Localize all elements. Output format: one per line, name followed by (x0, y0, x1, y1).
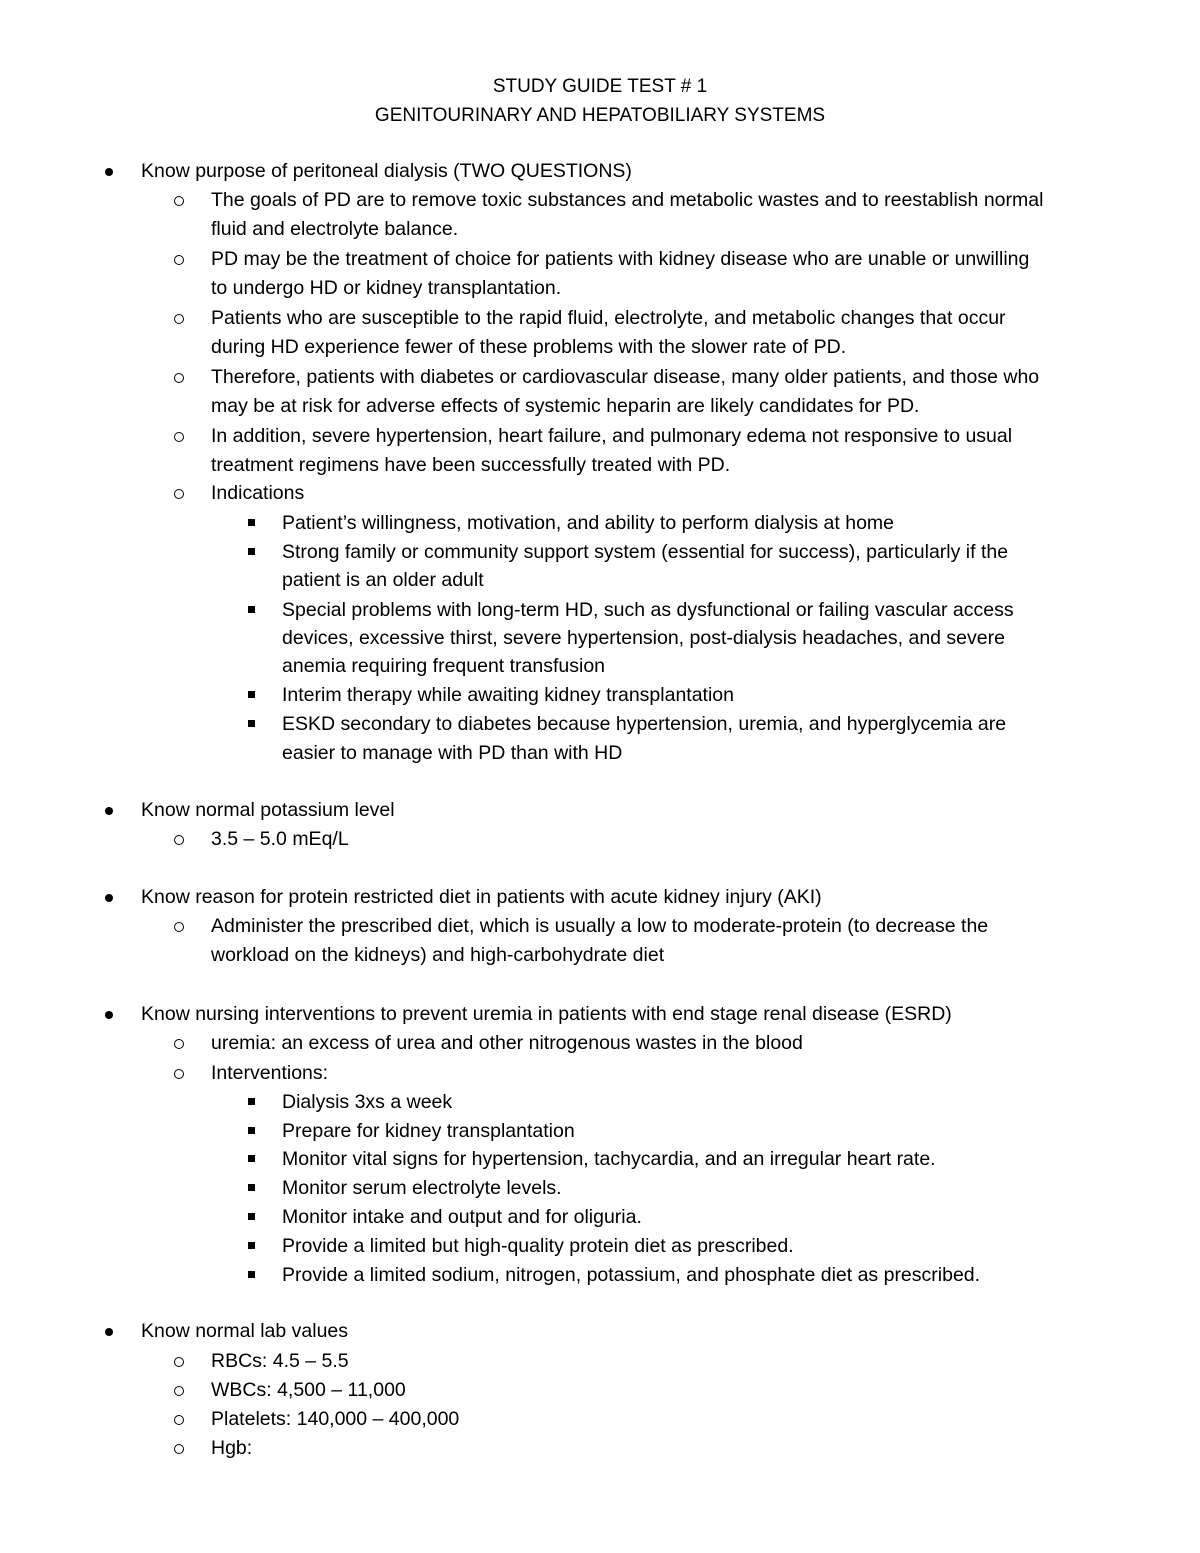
list-item: Provide a limited sodium, nitrogen, potassium, and phosphate diet as prescribed. (282, 1264, 981, 1286)
bullet-dot-icon (105, 1011, 113, 1019)
list-item: In addition, severe hypertension, heart failure, and pulmonary edema not responsive to usual (211, 425, 1013, 447)
list-item-continuation: fluid and electrolyte balance. (211, 218, 459, 240)
bullet-circle-icon (174, 489, 184, 499)
list-item-continuation: during HD experience fewer of these problems with the slower rate of PD. (211, 336, 847, 358)
bullet-circle-icon (174, 922, 184, 932)
bullet-circle-icon (174, 1069, 184, 1079)
bullet-square-icon (248, 1127, 255, 1134)
bullet-square-icon (248, 691, 255, 698)
list-item: Patient’s willingness, motivation, and ability to perform dialysis at home (282, 512, 895, 534)
bullet-circle-icon (174, 432, 184, 442)
bullet-circle-icon (174, 835, 184, 845)
bullet-dot-icon (105, 1328, 113, 1336)
bullet-circle-icon (174, 373, 184, 383)
section-heading-pd: Know purpose of peritoneal dialysis (TWO QUESTIONS) (141, 160, 632, 182)
bullet-circle-icon (174, 1357, 184, 1367)
bullet-square-icon (248, 1098, 255, 1105)
list-item: 3.5 – 5.0 mEq/L (211, 828, 349, 850)
bullet-square-icon (248, 1184, 255, 1191)
list-item-continuation: anemia requiring frequent transfusion (282, 655, 606, 677)
list-item-continuation: patient is an older adult (282, 569, 484, 591)
list-item: The goals of PD are to remove toxic substances and metabolic wastes and to reestablish normal (211, 189, 1044, 211)
bullet-square-icon (248, 606, 255, 613)
bullet-square-icon (248, 720, 255, 727)
list-item-continuation: easier to manage with PD than with HD (282, 742, 623, 764)
list-item: Therefore, patients with diabetes or cardiovascular disease, many older patients, and those who (211, 366, 1040, 388)
bullet-square-icon (248, 548, 255, 555)
section-heading-potassium: Know normal potassium level (141, 799, 395, 821)
list-item: ESKD secondary to diabetes because hypertension, uremia, and hyperglycemia are (282, 713, 1007, 735)
bullet-square-icon (248, 1213, 255, 1220)
bullet-dot-icon (105, 894, 113, 902)
list-item: Monitor serum electrolyte levels. (282, 1177, 562, 1199)
section-heading-protein: Know reason for protein restricted diet in patients with acute kidney injury (AKI) (141, 886, 822, 908)
bullet-circle-icon (174, 196, 184, 206)
list-item-continuation: to undergo HD or kidney transplantation. (211, 277, 562, 299)
list-item: WBCs: 4,500 – 11,000 (211, 1379, 406, 1401)
bullet-square-icon (248, 1155, 255, 1162)
list-item-continuation: treatment regimens have been successfully treated with PD. (211, 454, 731, 476)
document-subtitle: GENITOURINARY AND HEPATOBILIARY SYSTEMS (374, 105, 826, 126)
list-item: Strong family or community support system (essential for success), particularly if the (282, 541, 1009, 563)
bullet-circle-icon (174, 255, 184, 265)
list-item: Special problems with long-term HD, such as dysfunctional or failing vascular access (282, 599, 1014, 621)
bullet-circle-icon (174, 1415, 184, 1425)
list-item: PD may be the treatment of choice for patients with kidney disease who are unable or unwilling (211, 248, 1030, 270)
list-item-continuation: workload on the kidneys) and high-carbohydrate diet (211, 944, 665, 966)
list-item: Prepare for kidney transplantation (282, 1120, 575, 1142)
bullet-dot-icon (105, 807, 113, 815)
list-item: Indications (211, 482, 305, 504)
list-item: uremia: an excess of urea and other nitrogenous wastes in the blood (211, 1032, 803, 1054)
list-item: RBCs: 4.5 – 5.5 (211, 1350, 349, 1372)
list-item: Administer the prescribed diet, which is usually a low to moderate-protein (to decrease the (211, 915, 989, 937)
list-item: Dialysis 3xs a week (282, 1091, 453, 1113)
list-item: Interim therapy while awaiting kidney transplantation (282, 684, 734, 706)
section-heading-uremia: Know nursing interventions to prevent uremia in patients with end stage renal disease (ESRD) (141, 1003, 952, 1025)
list-item: Provide a limited but high-quality protein diet as prescribed. (282, 1235, 794, 1257)
document-title: STUDY GUIDE TEST # 1 (492, 76, 708, 97)
bullet-circle-icon (174, 1039, 184, 1049)
bullet-square-icon (248, 519, 255, 526)
list-item: Platelets: 140,000 – 400,000 (211, 1408, 460, 1430)
bullet-circle-icon (174, 314, 184, 324)
list-item-continuation: may be at risk for adverse effects of systemic heparin are likely candidates for PD. (211, 395, 920, 417)
bullet-square-icon (248, 1271, 255, 1278)
list-item: Patients who are susceptible to the rapid fluid, electrolyte, and metabolic changes that occur (211, 307, 1006, 329)
bullet-dot-icon (105, 168, 113, 176)
list-item: Monitor vital signs for hypertension, tachycardia, and an irregular heart rate. (282, 1148, 936, 1170)
section-heading-labs: Know normal lab values (141, 1320, 349, 1342)
list-item-continuation: devices, excessive thirst, severe hypertension, post-dialysis headaches, and severe (282, 627, 1005, 649)
bullet-circle-icon (174, 1444, 184, 1454)
bullet-circle-icon (174, 1386, 184, 1396)
list-item: Monitor intake and output and for oliguria. (282, 1206, 642, 1228)
bullet-square-icon (248, 1242, 255, 1249)
list-item: Interventions: (211, 1062, 329, 1084)
list-item: Hgb: (211, 1437, 253, 1459)
